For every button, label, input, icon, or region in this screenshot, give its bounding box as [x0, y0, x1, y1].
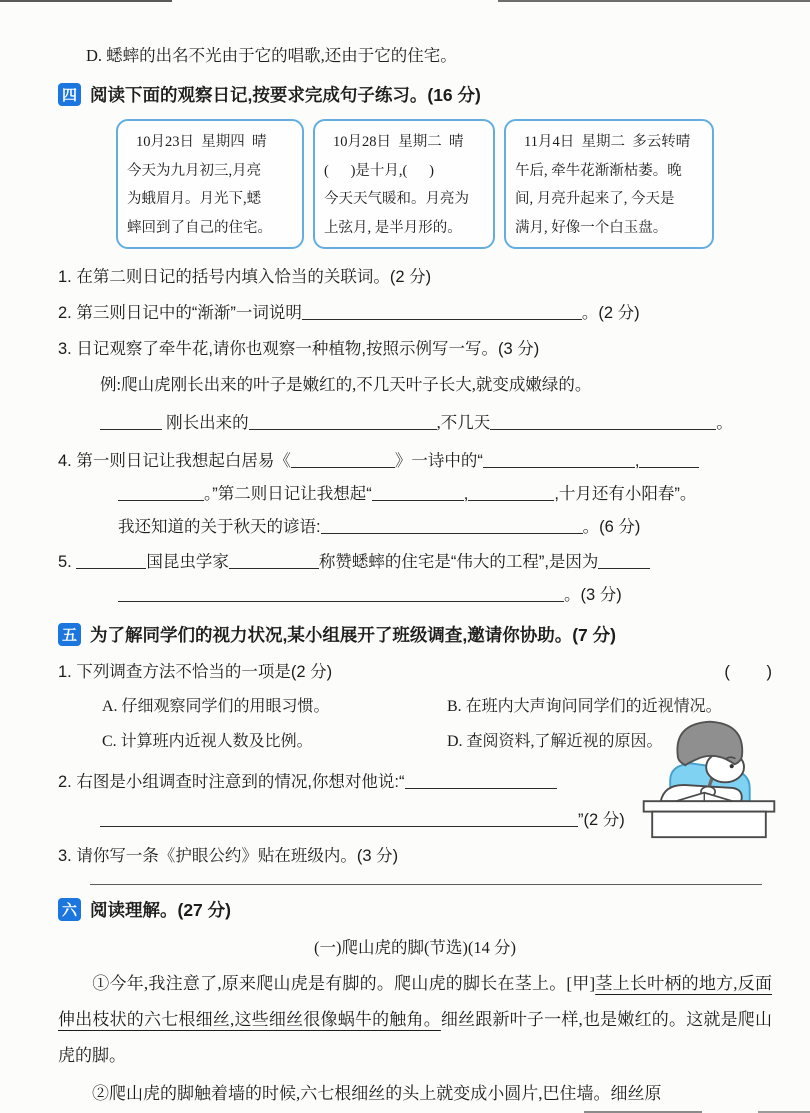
question-4-4-line1 [58, 449, 772, 473]
option-a: A. 仔细观察同学们的用眼习惯。 [102, 698, 330, 715]
diary-line: ( )是十月,( ) [324, 162, 434, 179]
answer-brackets: ( ) [724, 663, 772, 681]
section-six-badge: 六 [58, 898, 81, 921]
question-4-4-text: 。”第二则日记让我想起“ [204, 485, 372, 503]
passage-underlined-text: 茎上长叶柄的地方,反面伸出枝状的六七根细丝,这些细丝很像蜗牛的触角。 [58, 974, 773, 1029]
diary-card-3 [504, 119, 714, 249]
question-4-5-score: 。(3 分) [564, 586, 622, 604]
answer-blank [291, 453, 395, 468]
question-4-2 [58, 301, 772, 325]
diary-line: 今天为九月初三,月亮 [127, 162, 262, 179]
diary-line: 上弦月, 是半月形的。 [324, 219, 462, 236]
section-six-title: 阅读理解。(27 分) [90, 900, 231, 920]
desk-top [644, 801, 775, 811]
option-b: B. 在班内大声询问同学们的近视情况。 [447, 698, 722, 715]
section-five-title: 为了解同学们的视力状况,某小组展开了班级调查,邀请你协助。(7 分) [90, 625, 616, 645]
answer-blank [598, 554, 650, 569]
fill-text: 刚长出来的 [166, 413, 249, 432]
question-4-5-text: 国昆虫学家 [146, 553, 229, 571]
section-five-header [58, 622, 772, 647]
question-4-4-text: , [463, 485, 469, 503]
diary-line: 11月4日 星期二 多云转晴 [524, 134, 691, 150]
passage-title: (一)爬山虎的脚(节选)(14 分) [313, 938, 517, 957]
question-4-4-text: 》一诗中的“ [394, 452, 483, 470]
answer-blank [118, 486, 204, 501]
question-4-3-fill-line [100, 411, 772, 435]
answer-blank [100, 812, 578, 827]
fill-text: 。 [716, 413, 733, 432]
question-4-4-line2 [118, 482, 772, 506]
answer-blank [483, 453, 635, 468]
option-d-text: D. 蟋蟀的出名不光由于它的唱歌,还由于它的住宅。 [86, 46, 457, 65]
diary-line: 10月23日 星期四 晴 [136, 134, 267, 150]
section-four-title: 阅读下面的观察日记,按要求完成句子练习。(16 分) [90, 85, 481, 105]
question-4-4-score: 。(6 分) [582, 518, 641, 536]
diary-line: 间, 月亮升起来了, 今天是 [515, 191, 675, 207]
question-5-1-text: 1. 下列调查方法不恰当的一项是(2 分) [58, 663, 333, 681]
boy-eye [730, 764, 734, 768]
question-4-2-text: 2. 第三则日记中的“渐渐”一词说明 [58, 304, 302, 322]
question-4-3-example: 例:爬山虎刚长出来的叶子是嫩红的,不几天叶子长大,就变成嫩绿的。 [100, 375, 592, 394]
diary-card-1 [116, 119, 304, 249]
diary-line: 午后, 牵牛花渐渐枯萎。晚 [515, 162, 682, 179]
passage-text: ②爬山虎的脚触着墙的时候,六七根细丝的头上就变成小圆片,巴住墙。细丝原 [92, 1084, 662, 1103]
question-5-1 [58, 660, 772, 684]
answer-blank [100, 415, 162, 430]
diary-line: 满月, 好像一个白玉盘。 [515, 219, 668, 236]
section-four-header [58, 82, 772, 107]
scan-edge-artifact [0, 0, 172, 2]
question-4-5-line1 [58, 550, 772, 574]
question-4-2-score: 。(2 分) [581, 304, 640, 322]
answer-blank [76, 554, 146, 569]
question-4-4-text: 我还知道的关于秋天的谚语: [118, 518, 321, 536]
question-4-4-text: , [634, 452, 640, 470]
diary-line: 10月28日 星期二 晴 [333, 134, 464, 150]
question-4-5-text: 称赞蟋蟀的住宅是“伟大的工程”,是因为 [318, 553, 599, 571]
section-four-badge: 四 [58, 83, 81, 106]
answer-blank [302, 305, 582, 320]
passage-text: ①今年,我注意了,原来爬山虎是有脚的。爬山虎的脚长在茎上。[甲] [92, 974, 596, 993]
answer-blank [468, 486, 554, 501]
question-4-5-line2 [118, 583, 772, 607]
question-4-4-line3 [118, 515, 772, 539]
answer-blank [321, 519, 583, 534]
passage-paragraph-1 [58, 966, 772, 1074]
scan-edge-artifact [498, 0, 810, 2]
answer-blank [249, 415, 437, 430]
question-4-4-text: 4. 第一则日记让我想起白居易《 [58, 452, 291, 470]
answer-blank [490, 415, 716, 430]
answer-blank [405, 774, 557, 789]
desk-body [652, 812, 766, 838]
option-d: D. 查阅资料,了解近视的原因。 [447, 733, 663, 750]
section-five-badge: 五 [58, 623, 81, 646]
section-six-header [58, 897, 772, 922]
answer-blank [229, 554, 319, 569]
diary-line: 蟀回到了自己的住宅。 [127, 219, 272, 236]
passage-text: 细丝跟新叶子一样,也是嫩红的。这就是爬山虎的脚。 [58, 1010, 773, 1065]
question-5-2-text: 2. 右图是小组调查时注意到的情况,你想对他说:“ [58, 773, 405, 791]
answer-blank [372, 486, 464, 501]
answer-blank [639, 453, 699, 468]
answer-blank [118, 587, 564, 602]
passage-paragraph-2 [58, 1076, 772, 1112]
question-5-3: 3. 请你写一条《护眼公约》贴在班级内。(3 分) [58, 847, 399, 865]
question-4-5-text: 5. [58, 553, 72, 571]
question-5-2-score: ”(2 分) [578, 811, 625, 829]
studying-boy-illustration [638, 716, 780, 841]
question-4-1: 1. 在第二则日记的括号内填入恰当的关联词。(2 分) [58, 268, 432, 286]
diary-line: 为蛾眉月。月光下,蟋 [127, 191, 262, 207]
diary-line: 今天天气暖和。月亮为 [324, 191, 469, 207]
question-4-4-text: ,十月还有小阳春”。 [554, 485, 697, 503]
question-4-3: 3. 日记观察了牵牛花,请你也观察一种植物,按照示例写一写。(3 分) [58, 340, 540, 358]
section-divider [90, 884, 762, 885]
option-c: C. 计算班内近视人数及比例。 [102, 733, 313, 750]
fill-text: ,不几天 [436, 413, 491, 432]
diary-card-2 [313, 119, 495, 249]
diary-cards-row [116, 119, 772, 249]
